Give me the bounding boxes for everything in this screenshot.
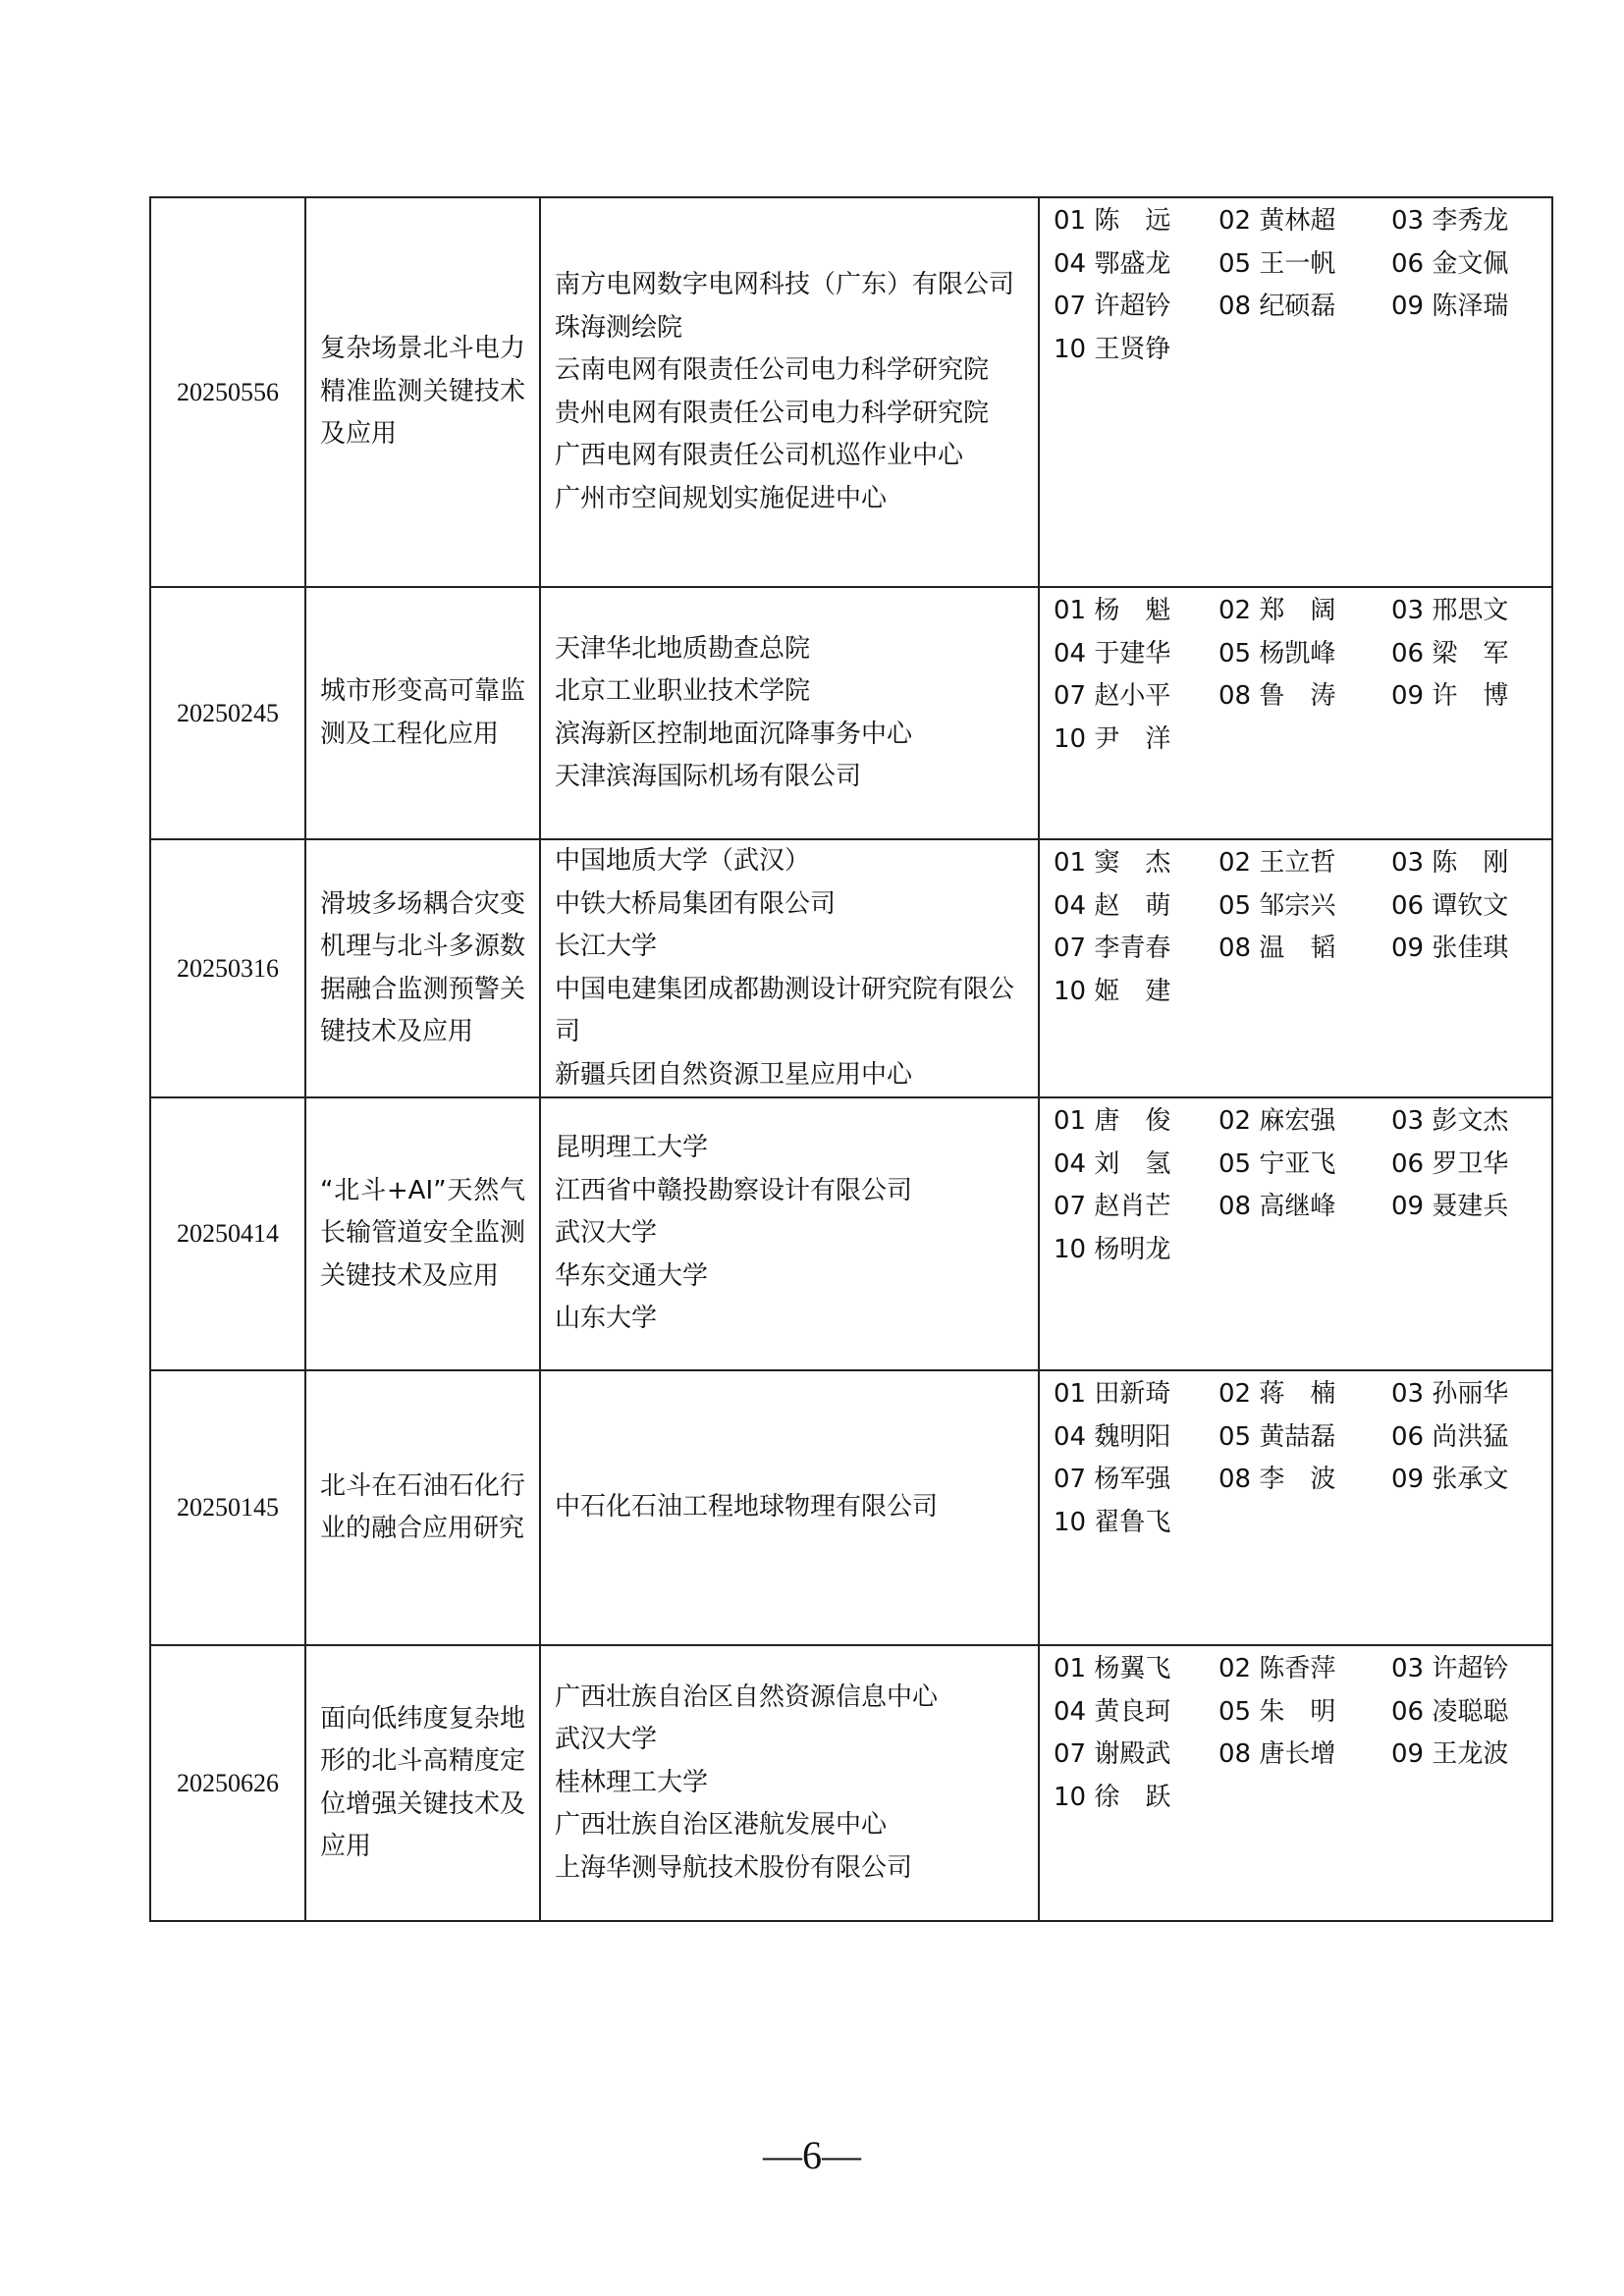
page-number: —6— bbox=[763, 2133, 861, 2177]
org-name: 天津滨海国际机场有限公司 bbox=[555, 762, 862, 791]
member: 04 黄良珂 bbox=[1054, 1696, 1171, 1727]
org-name: 广州市空间规划实施促进中心 bbox=[555, 483, 888, 513]
project-table bbox=[149, 196, 1553, 1922]
project-id: 20250626 bbox=[150, 1645, 305, 1921]
member: 03 李秀龙 bbox=[1391, 206, 1509, 236]
member: 06 尚洪猛 bbox=[1391, 1421, 1509, 1452]
org-name: 中国地质大学（武汉） bbox=[555, 846, 811, 876]
org-name: 广西电网有限责任公司机巡作业中心 bbox=[555, 441, 964, 470]
member: 05 朱 明 bbox=[1218, 1696, 1336, 1727]
member: 08 唐长增 bbox=[1218, 1739, 1336, 1769]
member: 09 聂建兵 bbox=[1391, 1192, 1509, 1221]
org-name: 中国电建集团成都勘测设计研究院有限公司 bbox=[555, 974, 1015, 1046]
project-name: 滑坡多场耦合灾变机理与北斗多源数据融合监测预警关键技术及应用 bbox=[305, 839, 540, 1097]
org-list bbox=[540, 839, 1039, 1097]
org-name: 桂林理工大学 bbox=[555, 1767, 709, 1797]
project-name: 面向低纬度复杂地形的北斗高精度定位增强关键技术及应用 bbox=[305, 1645, 540, 1921]
member: 01 杨 魁 bbox=[1054, 596, 1171, 625]
member: 10 杨明龙 bbox=[1054, 1234, 1171, 1264]
member: 10 徐 跃 bbox=[1054, 1782, 1171, 1812]
table-row bbox=[150, 1370, 1552, 1645]
member: 04 赵 萌 bbox=[1054, 890, 1171, 921]
member: 07 李青春 bbox=[1054, 934, 1171, 963]
org-name: 广西壮族自治区自然资源信息中心 bbox=[555, 1682, 939, 1712]
member: 06 凌聪聪 bbox=[1391, 1696, 1509, 1727]
member: 08 李 波 bbox=[1218, 1465, 1336, 1494]
member: 05 杨凯峰 bbox=[1218, 638, 1336, 668]
org-name: 长江大学 bbox=[555, 932, 658, 961]
table-row bbox=[150, 587, 1552, 839]
member: 08 高继峰 bbox=[1218, 1192, 1336, 1221]
member: 10 尹 洋 bbox=[1054, 723, 1171, 754]
org-list bbox=[540, 1097, 1039, 1370]
project-id: 20250145 bbox=[150, 1370, 305, 1645]
org-name: 天津华北地质勘查总院 bbox=[555, 633, 811, 664]
member: 08 温 韬 bbox=[1218, 934, 1336, 963]
org-name: 珠海测绘院 bbox=[555, 312, 683, 343]
table-row bbox=[150, 839, 1552, 1097]
table-row bbox=[150, 197, 1552, 587]
project-id: 20250316 bbox=[150, 839, 305, 1097]
member: 05 黄喆磊 bbox=[1218, 1421, 1336, 1452]
project-id: 20250414 bbox=[150, 1097, 305, 1370]
member: 06 金文佩 bbox=[1391, 248, 1509, 279]
member: 01 窦 杰 bbox=[1054, 848, 1171, 878]
project-name: 北斗在石油石化行业的融合应用研究 bbox=[305, 1370, 540, 1645]
member: 10 姬 建 bbox=[1054, 976, 1171, 1006]
member: 09 王龙波 bbox=[1391, 1739, 1509, 1769]
member: 03 邢思文 bbox=[1391, 596, 1509, 625]
member: 03 彭文杰 bbox=[1391, 1106, 1509, 1136]
member: 02 郑 阔 bbox=[1218, 596, 1336, 625]
member: 09 张承文 bbox=[1391, 1465, 1509, 1494]
org-list bbox=[540, 587, 1039, 839]
member-list bbox=[1039, 1370, 1552, 1645]
project-name: 复杂场景北斗电力精准监测关键技术及应用 bbox=[305, 197, 540, 587]
member-list bbox=[1039, 197, 1552, 587]
org-name: 上海华测导航技术股份有限公司 bbox=[555, 1852, 913, 1883]
member: 01 唐 俊 bbox=[1054, 1106, 1171, 1136]
member: 06 梁 军 bbox=[1391, 638, 1509, 668]
table-row bbox=[150, 1645, 1552, 1921]
org-name: 北京工业职业技术学院 bbox=[555, 676, 811, 706]
member-list bbox=[1039, 587, 1552, 839]
org-list bbox=[540, 1645, 1039, 1921]
member: 09 张佳琪 bbox=[1391, 934, 1509, 963]
member: 07 谢殿武 bbox=[1054, 1739, 1171, 1769]
member: 07 许超钤 bbox=[1054, 292, 1171, 321]
member: 10 王贤铮 bbox=[1054, 334, 1171, 364]
table-row bbox=[150, 1097, 1552, 1370]
member: 05 邹宗兴 bbox=[1218, 890, 1336, 921]
member: 01 田新琦 bbox=[1054, 1379, 1171, 1409]
member: 07 杨军强 bbox=[1054, 1465, 1171, 1494]
member: 01 陈 远 bbox=[1054, 206, 1171, 236]
member: 04 刘 氢 bbox=[1054, 1148, 1171, 1179]
org-name: 中石化石油工程地球物理有限公司 bbox=[555, 1492, 939, 1522]
org-name: 华东交通大学 bbox=[555, 1260, 709, 1291]
project-name: “北斗+AI”天然气长输管道安全监测关键技术及应用 bbox=[305, 1097, 540, 1370]
org-name: 广西壮族自治区港航发展中心 bbox=[555, 1810, 888, 1841]
org-name: 武汉大学 bbox=[555, 1725, 658, 1755]
member: 06 谭钦文 bbox=[1391, 890, 1509, 921]
org-list bbox=[540, 1370, 1039, 1645]
member: 08 鲁 涛 bbox=[1218, 681, 1336, 711]
org-name: 云南电网有限责任公司电力科学研究院 bbox=[555, 355, 990, 385]
org-name: 南方电网数字电网科技（广东）有限公司 bbox=[555, 270, 1015, 299]
member: 03 陈 刚 bbox=[1391, 848, 1509, 878]
org-name: 贵州电网有限责任公司电力科学研究院 bbox=[555, 398, 990, 428]
member: 09 许 博 bbox=[1391, 681, 1509, 711]
member: 09 陈泽瑞 bbox=[1391, 292, 1509, 321]
project-name: 城市形变高可靠监测及工程化应用 bbox=[305, 587, 540, 839]
member: 04 于建华 bbox=[1054, 638, 1171, 668]
org-name: 滨海新区控制地面沉降事务中心 bbox=[555, 719, 913, 749]
member: 05 王一帆 bbox=[1218, 248, 1336, 279]
member: 02 陈香萍 bbox=[1218, 1654, 1336, 1683]
org-list bbox=[540, 197, 1039, 587]
member: 02 王立哲 bbox=[1218, 848, 1336, 878]
member: 07 赵小平 bbox=[1054, 681, 1171, 711]
org-name: 江西省中赣投勘察设计有限公司 bbox=[555, 1175, 913, 1205]
org-name: 新疆兵团自然资源卫星应用中心 bbox=[555, 1059, 913, 1090]
member: 06 罗卫华 bbox=[1391, 1148, 1509, 1179]
member: 03 许超钤 bbox=[1391, 1654, 1509, 1683]
member: 05 宁亚飞 bbox=[1218, 1148, 1336, 1179]
member: 02 麻宏强 bbox=[1218, 1106, 1336, 1136]
member: 07 赵肖芒 bbox=[1054, 1192, 1171, 1221]
member: 08 纪硕磊 bbox=[1218, 292, 1336, 321]
member: 04 魏明阳 bbox=[1054, 1421, 1171, 1452]
project-id: 20250556 bbox=[150, 197, 305, 587]
member: 04 鄂盛龙 bbox=[1054, 248, 1171, 279]
project-id: 20250245 bbox=[150, 587, 305, 839]
member: 03 孙丽华 bbox=[1391, 1379, 1509, 1409]
member-list bbox=[1039, 839, 1552, 1097]
member: 01 杨翼飞 bbox=[1054, 1654, 1171, 1683]
member: 10 翟鲁飞 bbox=[1054, 1507, 1171, 1537]
member-list bbox=[1039, 1097, 1552, 1370]
member: 02 黄林超 bbox=[1218, 206, 1336, 236]
org-name: 武汉大学 bbox=[555, 1218, 658, 1249]
member: 02 蒋 楠 bbox=[1218, 1379, 1336, 1409]
org-name: 昆明理工大学 bbox=[555, 1133, 709, 1163]
member-list bbox=[1039, 1645, 1552, 1921]
org-name: 中铁大桥局集团有限公司 bbox=[555, 888, 837, 919]
org-name: 山东大学 bbox=[555, 1304, 658, 1334]
